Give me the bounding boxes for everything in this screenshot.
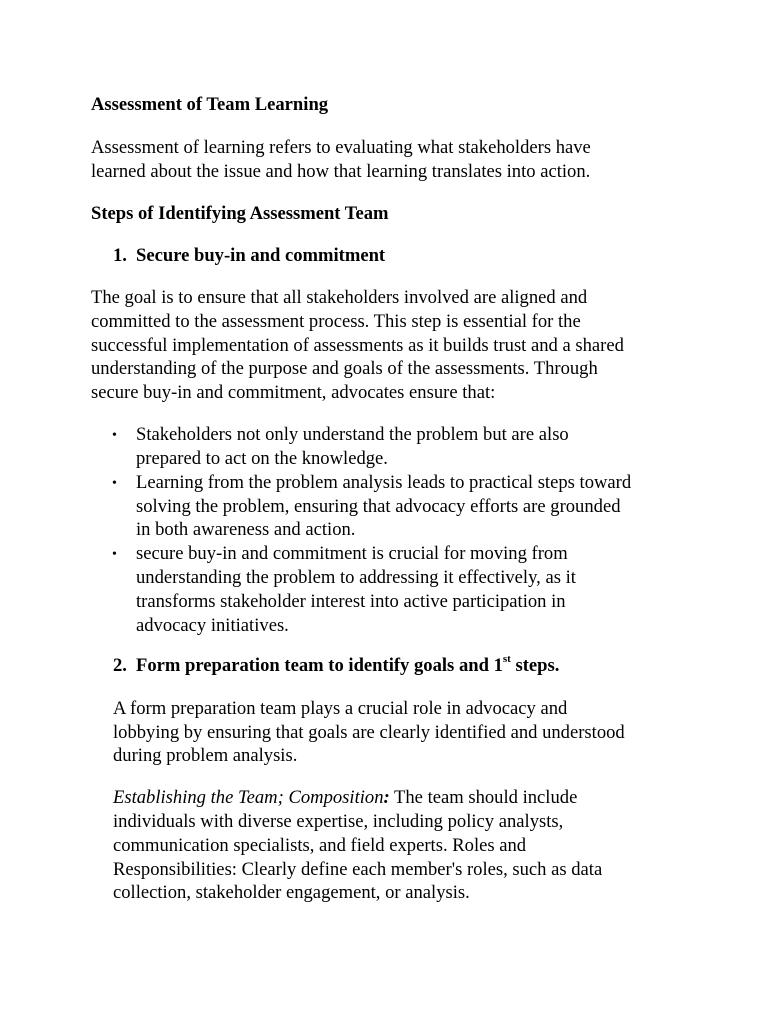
bullet-3-line-2: understanding the problem to addressing it effectively, as it (136, 567, 576, 588)
step1-paragraph-line-5: secure buy-in and commitment, advocates ensure that: (91, 382, 496, 403)
step2-title (136, 654, 559, 678)
bullet-icon: • (112, 428, 117, 443)
bullet-2-line-1: Learning from the problem analysis leads to practical steps toward (136, 472, 632, 493)
bullet-3-line-4: advocacy initiatives. (136, 615, 289, 636)
step1-paragraph-line-1: The goal is to ensure that all stakeholders involved are aligned and (91, 287, 588, 308)
step1-paragraph-line-3: successful implementation of assessments as it builds trust and a shared (91, 335, 624, 356)
bullet-icon: • (112, 547, 117, 562)
establishing-first-text: The team should include (389, 787, 578, 808)
bullet-3-line-1: secure buy-in and commitment is crucial for moving from (136, 543, 568, 564)
step2-title-superscript: st (502, 652, 511, 665)
intro-line-2: learned about the issue and how that learning translates into action. (91, 161, 591, 182)
establishing-line-2: individuals with diverse expertise, including policy analysts, (113, 811, 564, 832)
steps-heading: Steps of Identifying Assessment Team (91, 203, 389, 224)
step1-paragraph-line-2: committed to the assessment process. This step is essential for the (91, 311, 581, 332)
establishing-line-1 (113, 786, 577, 810)
establishing-label: Establishing the Team; Composition (113, 787, 384, 808)
step2-title-end: steps. (510, 655, 560, 676)
bullet-icon: • (112, 476, 117, 491)
bullet-2-line-3: in both awareness and action. (136, 519, 356, 540)
establishing-line-4: Responsibilities: Clearly define each member's roles, such as data (113, 859, 603, 880)
step1-paragraph-line-4: understanding of the purpose and goals of the assessments. Through (91, 358, 598, 379)
intro-line-1: Assessment of learning refers to evaluating what stakeholders have (91, 137, 591, 158)
step1-number: 1. (113, 245, 127, 266)
step1-title: Secure buy-in and commitment (136, 245, 386, 266)
bullet-2-line-2: solving the problem, ensuring that advocacy efforts are grounded (136, 496, 621, 517)
bullet-1-line-2: prepared to act on the knowledge. (136, 448, 388, 469)
document-title: Assessment of Team Learning (91, 94, 329, 115)
establishing-line-3: communication specialists, and field experts. Roles and (113, 835, 527, 856)
step2-title-text: Form preparation team to identify goals and 1 (136, 655, 503, 676)
step2-number: 2. (113, 655, 127, 676)
step2-paragraph-line-3: during problem analysis. (113, 745, 298, 766)
step2-paragraph-line-2: lobbying by ensuring that goals are clearly identified and understood (113, 722, 625, 743)
establishing-colon: : (383, 787, 390, 808)
bullet-1-line-1: Stakeholders not only understand the problem but are also (136, 424, 569, 445)
bullet-3-line-3: transforms stakeholder interest into active participation in (136, 591, 566, 612)
step2-paragraph-line-1: A form preparation team plays a crucial role in advocacy and (113, 698, 568, 719)
establishing-line-5: collection, stakeholder engagement, or analysis. (113, 882, 470, 903)
